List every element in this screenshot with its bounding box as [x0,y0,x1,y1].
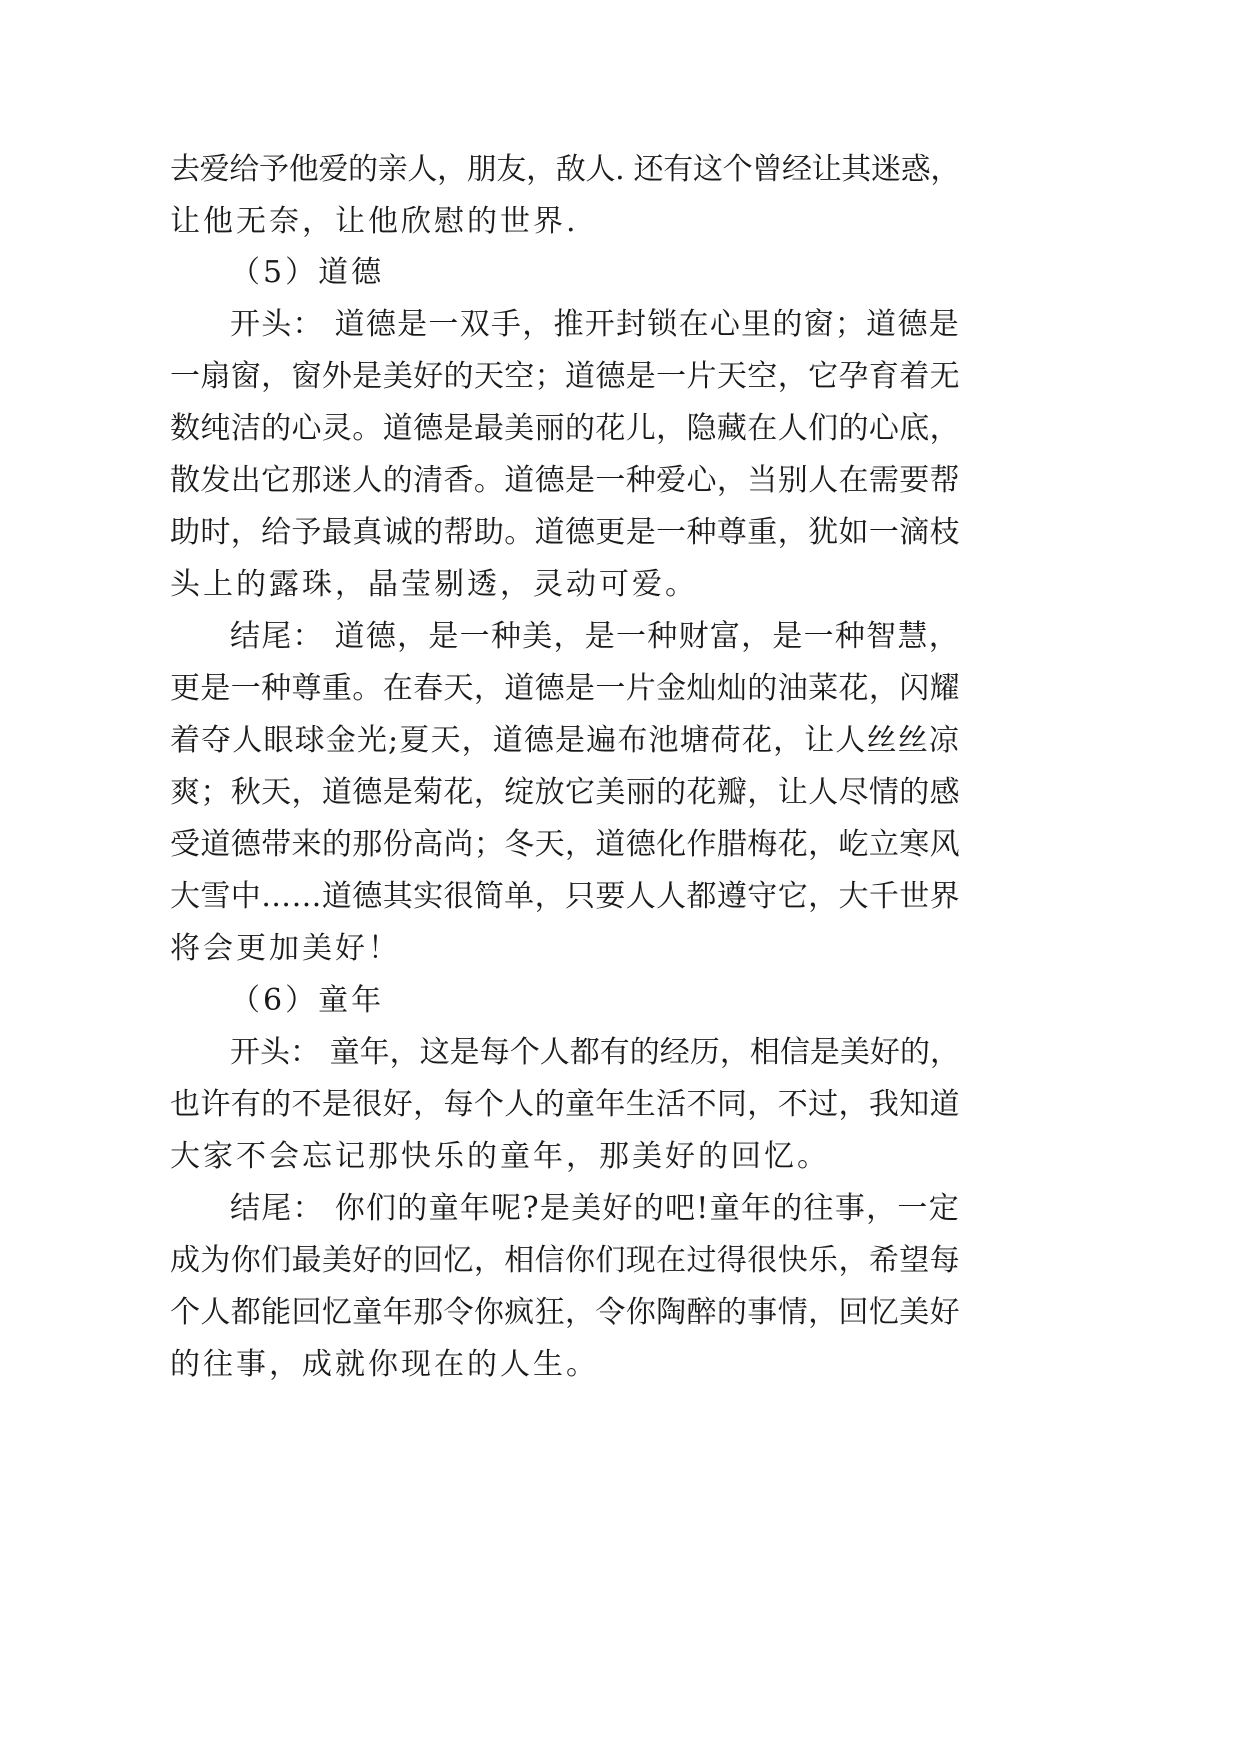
text-line: 开头： 道德是一双手，推开封锁在心里的窗；道德是 [230,307,960,342]
text-line: 大家不会忘记那快乐的童年，那美好的回忆。 [170,1139,830,1174]
text-line: 散发出它那迷人的清香。道德是一种爱心，当别人在需要帮 [170,463,960,498]
text-line: 去爱给予他爱的亲人，朋友，敌人. 还有这个曾经让其迷惑， [170,152,960,187]
text-line: 头上的露珠，晶莹剔透，灵动可爱。 [170,567,698,602]
section-heading: （6）童年 [230,983,385,1018]
text-line: 结尾： 你们的童年呢?是美好的吧!童年的往事，一定 [230,1191,960,1226]
text-line: 让他无奈，让他欣慰的世界. [170,204,579,239]
section-heading: （5）道德 [230,255,385,290]
text-line: 一扇窗，窗外是美好的天空；道德是一片天空，它孕育着无 [170,359,960,394]
text-line: 的往事，成就你现在的人生。 [170,1347,599,1382]
text-line: 开头： 童年，这是每个人都有的经历，相信是美好的， [230,1035,960,1070]
text-line: 着夺人眼球金光;夏天，道德是遍布池塘荷花，让人丝丝凉 [170,723,960,758]
text-line: 成为你们最美好的回忆，相信你们现在过得很快乐，希望每 [170,1243,960,1278]
text-line: 受道德带来的那份高尚；冬天，道德化作腊梅花，屹立寒风 [170,827,960,862]
text-line: 数纯洁的心灵。道德是最美丽的花儿，隐藏在人们的心底， [170,411,960,446]
text-line: 助时，给予最真诚的帮助。道德更是一种尊重，犹如一滴枝 [170,515,960,550]
text-line: 结尾： 道德，是一种美，是一种财富，是一种智慧， [230,619,960,654]
text-line: 将会更加美好！ [170,931,401,966]
text-line: 大雪中……道德其实很简单，只要人人都遵守它，大千世界 [170,879,960,914]
text-line: 爽；秋天，道德是菊花，绽放它美丽的花瓣，让人尽情的感 [170,775,960,810]
text-line: 个人都能回忆童年那令你疯狂，令你陶醉的事情，回忆美好 [170,1295,960,1330]
text-line: 更是一种尊重。在春天，道德是一片金灿灿的油菜花，闪耀 [170,671,960,706]
text-line: 也许有的不是很好，每个人的童年生活不同，不过，我知道 [170,1087,960,1122]
